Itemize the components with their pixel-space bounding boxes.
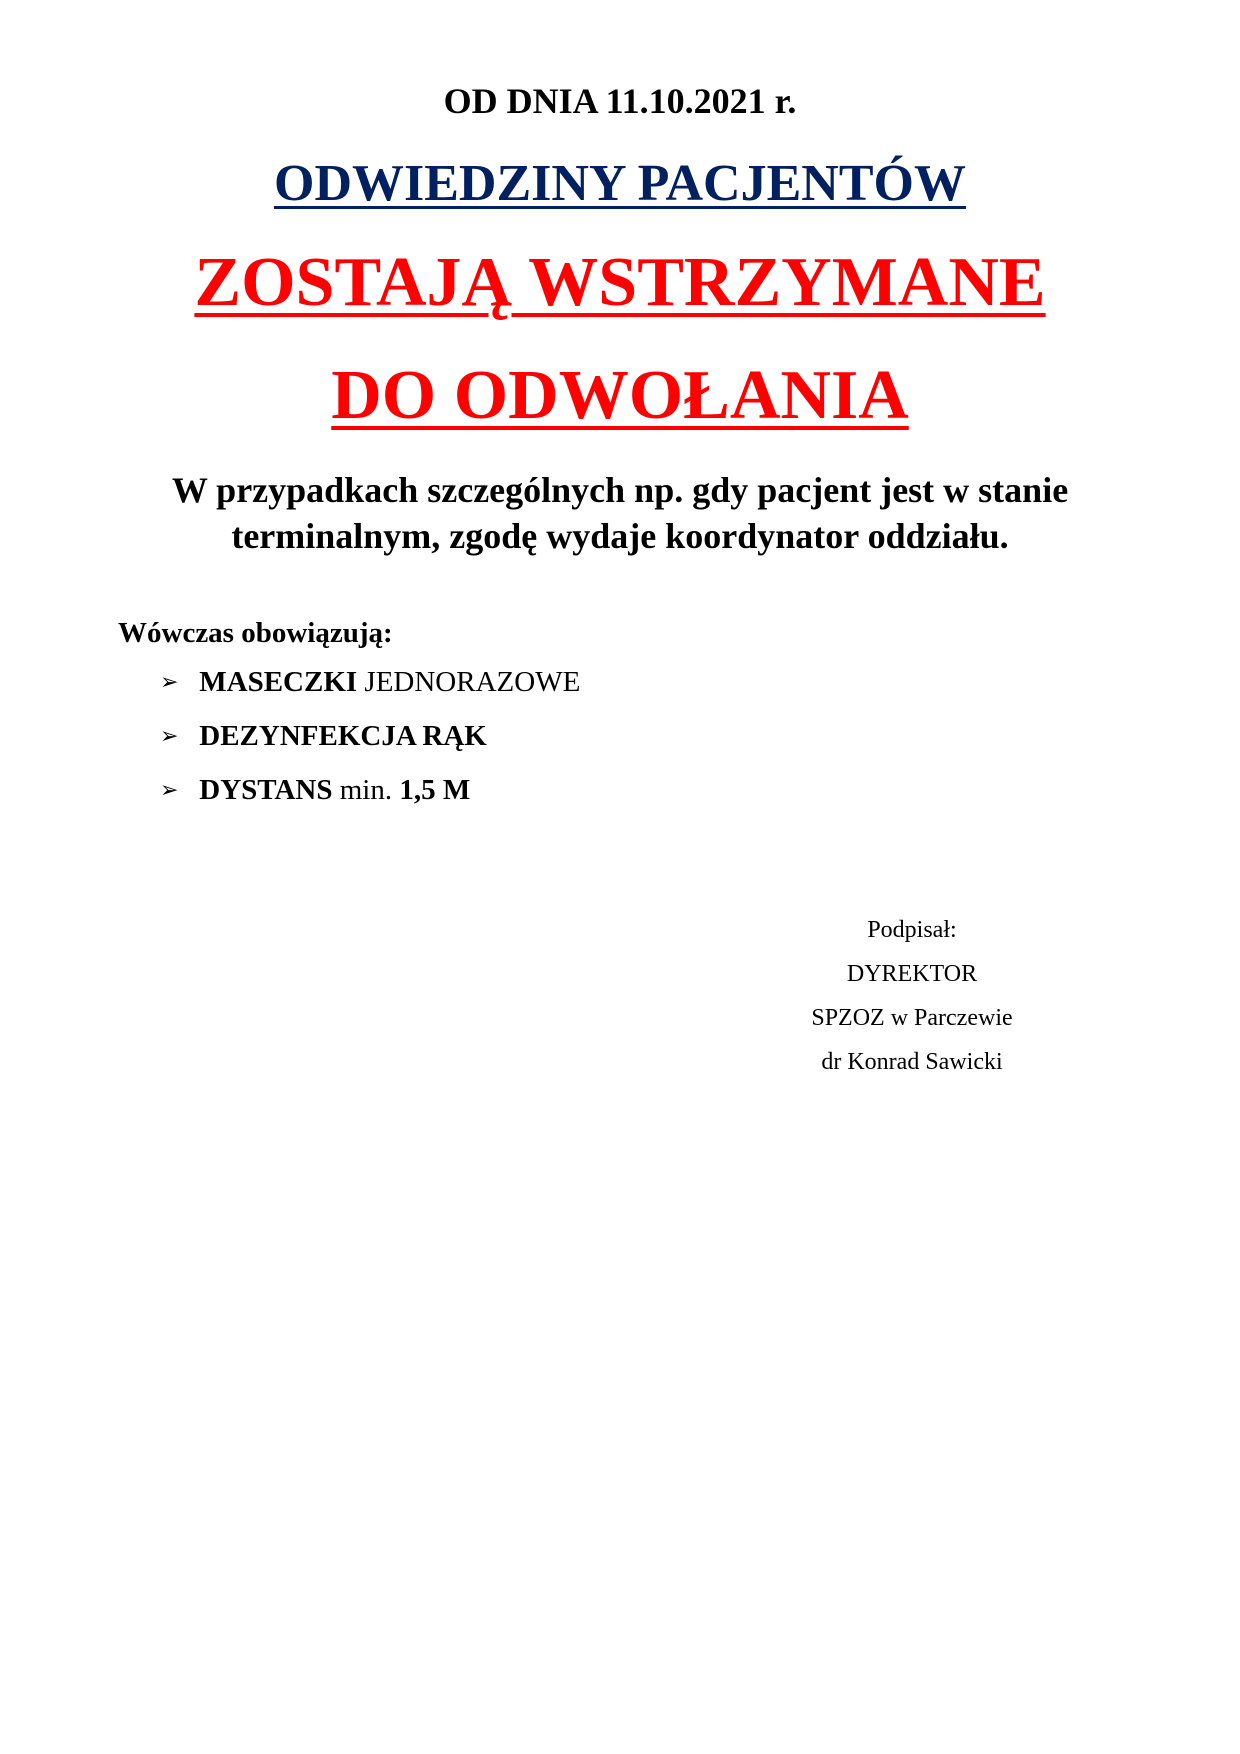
exception-line-2: terminalnym, zgodę wydaje koordynator oddziału. xyxy=(231,516,1009,556)
rule-masks-bold: MASECZKI xyxy=(199,666,358,698)
signature-block xyxy=(742,908,1082,1084)
until-revoked-heading: DO ODWOŁANIA xyxy=(331,357,909,434)
visits-heading: ODWIEDZINY PACJENTÓW xyxy=(274,155,966,212)
rules-intro-label: Wówczas obowiązują: xyxy=(118,617,393,649)
exception-line-1: W przypadkach szczególnych np. gdy pacjent jest w stanie xyxy=(171,470,1069,510)
effective-date: OD DNIA 11.10.2021 r. xyxy=(443,81,797,121)
arrowhead-bullet-icon: ➢ xyxy=(160,724,179,749)
rule-item-masks xyxy=(160,664,580,718)
rules-list xyxy=(160,664,580,826)
exception-paragraph xyxy=(0,467,1240,559)
rule-distance-value: 1,5 M xyxy=(399,774,471,806)
signed-label: Podpisał: xyxy=(867,917,957,943)
rule-distance-bold: DYSTANS xyxy=(199,774,333,806)
rule-item-hand-disinfection xyxy=(160,718,580,772)
signer-title: DYREKTOR xyxy=(846,961,978,987)
signer-institution: SPZOZ w Parczewie xyxy=(811,1005,1013,1031)
rule-masks-normal: JEDNORAZOWE xyxy=(364,666,581,698)
rule-item-distance xyxy=(160,772,580,826)
rule-disinfection-bold: DEZYNFEKCJA RĄK xyxy=(199,720,487,752)
rule-distance-normal: min. xyxy=(339,774,393,806)
arrowhead-bullet-icon: ➢ xyxy=(160,778,179,803)
signer-name: dr Konrad Sawicki xyxy=(821,1049,1003,1075)
suspended-heading: ZOSTAJĄ WSTRZYMANE xyxy=(194,244,1046,321)
arrowhead-bullet-icon: ➢ xyxy=(160,670,179,695)
